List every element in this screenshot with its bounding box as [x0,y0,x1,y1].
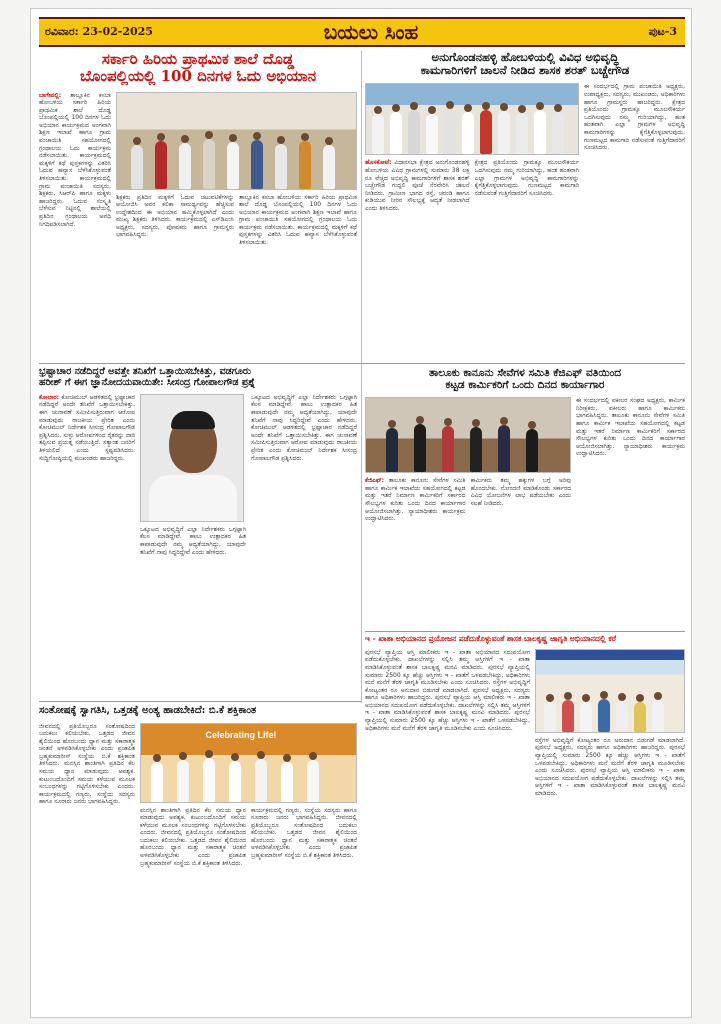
story3-text-b-cont: ಒಕ್ಕೂಟದ ಅಭಿವೃದ್ಧಿಗೆ ಎಲ್ಲಾ ನಿರ್ದೇಶಕರು ಒಗ್ಗಟ್ಟಾಗಿ ಕೆಲಸ ಮಾಡಿದ್ದೇವೆ. ಹಾಲು ಉತ್ಪಾದಕರ ಹಿತ ಕಾಪಾಡುವುದೇ ನಮ್ಮ ಆದ್ಯತೆಯಾಗಿದ್ದು, ಯಾವುದೇ ತನಿಖೆಗೆ ನಾವು ಸಿದ್ಧರಿದ್ದೇವೆ ಎಂದು ಹೇಳಿದರು. [251,393,357,424]
story5-photo [535,649,685,733]
story6-photo [140,723,357,803]
story5-text-c-cont: ರಸ್ತೆಗಳ ಅಭಿವೃದ್ಧಿಗೆ ಕೋಟ್ಯಂತರ ರೂ ಅನುದಾನ ಬಿಡುಗಡೆ ಮಾಡಲಾಗಿದೆ. ಪುರಸಭೆ ಅಧ್ಯಕ್ಷರು, ಸದಸ್ಯರು ಹಾಗೂ ಅಧಿಕಾರಿಗಳು ಹಾಜರಿದ್ದರು. [535,736,685,752]
story6-text-b-cont: ಮನಸ್ಸಿನ ಶಾಂತಿಗಾಗಿ ಪ್ರತಿದಿನ ಕೆಲ ಸಮಯ ಧ್ಯಾನ ಮಾಡುವುದು ಅವಶ್ಯಕ. ಕುಟುಂಬದೊಂದಿಗೆ ಸಮಯ ಕಳೆಯುವ ಮೂಲಕ ಸಂಬಂಧಗಳನ್ನು ಗಟ್ಟಿಗೊಳಿಸಬೇಕು ಎಂದರು. [140,806,246,837]
story5-col2 [535,649,685,1009]
story3-dateline: ಕೋಲಾರ: [39,393,60,401]
story6-text-a: ಜೀವನದಲ್ಲಿ ಪ್ರತಿಯೊಬ್ಬರೂ ಸಂತೋಷದಿಂದ ಬದುಕಲು ಕಲಿಯಬೇಕು. ಒತ್ತಡದ ಜೀವನ ಶೈಲಿಯಿಂದ ಹೊರಬಂದು ಧ್ಯಾನ ಮತ್ತು ಸಕಾರಾತ್ಮಕ ಚಿಂತನೆ ಅಳವಡಿಸಿಕೊಳ್ಳಬೇಕು ಎಂದು ಪ್ರಜಾಪಿತ ಬ್ರಹ್ಮಕುಮಾರೀಸ್ ಸಂಸ್ಥೆಯ ಬಿ.ಕೆ ಶಕ್ತಿಕಾಂತ ತಿಳಿಸಿದರು. [39,722,135,768]
story4-text-a: ತಾಲೂಕು ಕಾನೂನು ಸೇವೆಗಳ ಸಮಿತಿ ಹಾಗೂ ಕಾರ್ಮಿಕ ಇಲಾಖೆಯ ಸಹಯೋಗದಲ್ಲಿ ಕಟ್ಟಡ ಮತ್ತು ಇತರೆ ನಿರ್ಮಾಣ ಕಾರ್ಮಿಕರಿಗೆ ಸರ್ಕಾರದ ಸೌಲಭ್ಯಗಳ ಕುರಿತು ಒಂದು ದಿನದ ಕಾರ್ಯಾಗಾರ ಆಯೋಜಿಸಲಾಗಿತ್ತು. ನ್ಯಾಯಾಧೀಶರು ಕಾರ್ಯಕ್ರಮ ಉದ್ಘಾಟಿಸಿದರು. [365,477,466,523]
story1-dateline: ಬಾಗೇಪಲ್ಲಿ: [39,91,62,99]
story2-headline [365,51,685,77]
story2-headline-line2: ಕಾಮಗಾರಿಗಳಿಗೆ ಚಾಲನೆ ನೀಡಿದ ಶಾಸಕ ಶರತ್ ಬಚ್ಚೇಗೌಡ [420,63,630,78]
story3-portrait [140,394,244,522]
story6-text-a-cont2: ಜೀವನದಲ್ಲಿ ಪ್ರತಿಯೊಬ್ಬರೂ ಸಂತೋಷದಿಂದ ಬದುಕಲು ಕಲಿಯಬೇಕು. ಒತ್ತಡದ ಜೀವನ ಶೈಲಿಯಿಂದ ಹೊರಬಂದು ಧ್ಯಾನ ಮತ್ತು ಸಕಾರಾತ್ಮಕ ಚಿಂತನೆ ಅಳವಡಿಸಿಕೊಳ್ಳಬೇಕು ಎಂದು ಪ್ರಜಾಪಿತ ಬ್ರಹ್ಮಕುಮಾರೀಸ್ ಸಂಸ್ಥೆಯ ಬಿ.ಕೆ ಶಕ್ತಿಕಾಂತ ತಿಳಿಸಿದರು. [251,814,357,860]
story-legal-workshop [365,367,685,629]
story3-text-a-cont: ಕೋಚಿಮುಲ್ ಆಡಳಿತದಲ್ಲಿ ಭ್ರಷ್ಟಾಚಾರ ನಡೆದಿದ್ದರೆ ಅಂದೇ ತನಿಖೆಗೆ ಒತ್ತಾಯಿಸಬೇಕಿತ್ತು. ಈಗ ಚುನಾವಣೆ ಸಮೀಪಿಸುತ್ತಿರುವಾಗ ಆರೋಪ ಮಾಡುವುದು ರಾಜಕೀಯ ಪ್ರೇರಿತ ಎಂದು ಕೋಚಿಮುಲ್ ನಿರ್ದೇಶಕ ಸೀಸಂದ್ರ ಗೋಪಾಲಗೌಡ ಪ್ರಶ್ನಿಸಿದರು. [251,424,357,462]
story3-text-b: ಒಕ್ಕೂಟದ ಅಭಿವೃದ್ಧಿಗೆ ಎಲ್ಲಾ ನಿರ್ದೇಶಕರು ಒಗ್ಗಟ್ಟಾಗಿ ಕೆಲಸ ಮಾಡಿದ್ದೇವೆ. ಹಾಲು ಉತ್ಪಾದಕರ ಹಿತ ಕಾಪಾಡುವುದೇ ನಮ್ಮ ಆದ್ಯತೆಯಾಗಿದ್ದು, ಯಾವುದೇ ತನಿಖೆಗೆ ನಾವು ಸಿದ್ಧರಿದ್ದೇವೆ ಎಂದು ಹೇಳಿದರು. [140,525,246,556]
story2-headline-line1: ಅನುಗೊಂಡನಹಳ್ಳಿ ಹೋಬಳಿಯಲ್ಲಿ ವಿವಿಧ ಅಭಿವೃದ್ಧಿ [431,51,619,64]
story1-col2b [239,194,357,346]
story2-col3 [584,83,685,359]
story5-text-wrap [535,737,685,1005]
page-number: ಪುಟ-3 [648,25,677,38]
story6-col1 [39,723,135,1013]
story3-col3 [251,394,357,690]
story-reading-campaign [39,51,357,361]
story2-col2 [475,159,580,355]
story4-col3 [576,397,685,619]
story5-text-b: ಪುರಸಭೆ ವ್ಯಾಪ್ತಿಯಲ್ಲಿ ಸುಮಾರು 2500 ಕ್ಕೂ ಹೆಚ್ಚು ಆಸ್ತಿಗಳು ಇ - ಖಾತೆಗೆ ಒಳಪಡಬೇಕಿದ್ದು, ಅಧಿಕಾರಿಗಳು ಮನೆ ಮನೆಗೆ ತೆರಳಿ ಜಾಗೃತಿ ಮೂಡಿಸಬೇಕು ಎಂದು ಸೂಚಿಸಿದರು. [365,663,530,687]
story2-col1 [365,159,470,355]
story5-text-a-cont: ಪುರಸಭೆ ವ್ಯಾಪ್ತಿಯ ಆಸ್ತಿ ಮಾಲೀಕರು ಇ - ಖಾತಾ ಅಭಿಯಾನದ ಸದುಪಯೋಗ ಪಡೆದುಕೊಳ್ಳಬೇಕು. ದಾಖಲೆಗಳನ್ನು ಸಲ್ಲಿಸಿ ತಮ್ಮ ಆಸ್ತಿಗಳಿಗೆ ಇ - ಖಾತಾ ಮಾಡಿಸಿಕೊಳ್ಳುವಂತೆ ಶಾಸಕ ಬಾಲಕೃಷ್ಣ ಮನವಿ ಮಾಡಿದರು. [365,694,530,717]
story5-text-a: ಪುರಸಭೆ ವ್ಯಾಪ್ತಿಯ ಆಸ್ತಿ ಮಾಲೀಕರು ಇ - ಖಾತಾ ಅಭಿಯಾನದ ಸದುಪಯೋಗ ಪಡೆದುಕೊಳ್ಳಬೇಕು. ದಾಖಲೆಗಳನ್ನು ಸಲ್ಲಿಸಿ ತಮ್ಮ ಆಸ್ತಿಗಳಿಗೆ ಇ - ಖಾತಾ ಮಾಡಿಸಿಕೊಳ್ಳುವಂತೆ ಶಾಸಕ ಬಾಲಕೃಷ್ಣ ಮನವಿ ಮಾಡಿದರು. [365,648,530,671]
story1-photo [116,92,357,190]
story5-text-b-cont: ಪುರಸಭೆ ವ್ಯಾಪ್ತಿಯಲ್ಲಿ ಸುಮಾರು 2500 ಕ್ಕೂ ಹೆಚ್ಚು ಆಸ್ತಿಗಳು ಇ - ಖಾತೆಗೆ ಒಳಪಡಬೇಕಿದ್ದು, ಅಧಿಕಾರಿಗಳು ಮನೆ ಮನೆಗೆ ತೆರಳಿ ಜಾಗೃತಿ ಮೂಡಿಸಬೇಕು ಎಂದು ಸೂಚಿಸಿದರು. [365,709,530,732]
newspaper-title: ಬಯಲು ಸಿಂಹ [323,20,419,44]
story6-headline: ಸಂತೋಷಕ್ಕೆ ಸ್ವಾಗತಿಸಿ, ಒತ್ತಡಕ್ಕೆ ಅಂತ್ಯ ಹಾಡಬೇಕಿದೆ: ಬಿ.ಕೆ ಶಕ್ತಿಕಾಂತ [39,705,257,716]
story3-col2 [140,394,246,690]
story1-col2a [116,194,234,346]
story5-text-a-cont2: ಪುರಸಭೆ ವ್ಯಾಪ್ತಿಯ ಆಸ್ತಿ ಮಾಲೀಕರು ಇ - ಖಾತಾ ಅಭಿಯಾನದ ಸದುಪಯೋಗ ಪಡೆದುಕೊಳ್ಳಬೇಕು. ದಾಖಲೆಗಳನ್ನು ಸಲ್ಲಿಸಿ ತಮ್ಮ ಆಸ್ತಿಗಳಿಗೆ ಇ - ಖಾತಾ ಮಾಡಿಸಿಕೊಳ್ಳುವಂತೆ ಶಾಸಕ ಬಾಲಕೃಷ್ಣ ಮನವಿ ಮಾಡಿದರು. [535,767,685,797]
story1-col2 [116,92,357,350]
story5-headline: ಇ - ಖಾತಾ ಅಭಿಯಾನದ ಪ್ರಯೋಜನ ಪಡೆದುಕೊಳ್ಳುವಂತೆ ಶಾಸಕ ಬಾಲಕೃಷ್ಣ ಜಾಗೃತಿ ಅಭಿಯಾನದಲ್ಲಿ ಕರೆ [365,635,617,643]
newspaper-page [30,8,692,1018]
story6-col2 [140,723,357,1013]
story4-col1 [365,477,466,617]
story2-text-b: ಕ್ಷೇತ್ರದ ಪ್ರತಿಯೊಂದು ಗ್ರಾಮಕ್ಕೂ ಮೂಲಸೌಕರ್ಯ ಒದಗಿಸುವುದು ನಮ್ಮ ಗುರಿಯಾಗಿದ್ದು, ಹಂತ ಹಂತವಾಗಿ ಎಲ್ಲಾ ಗ್ರಾಮಗಳ ಅಭಿವೃದ್ಧಿ ಕಾಮಗಾರಿಗಳನ್ನು ಕೈಗೆತ್ತಿಕೊಳ್ಳಲಾಗುವುದು. ಗುಣಮಟ್ಟದ ಕಾಮಗಾರಿ ನಡೆಸುವಂತೆ ಗುತ್ತಿಗೆದಾರರಿಗೆ ಸೂಚಿಸಿದರು. [474,159,579,197]
story2-photo [365,83,579,155]
story1-headline-line1: ಸರ್ಕಾರಿ ಹಿರಿಯ ಪ್ರಾಥಮಿಕ ಶಾಲೆ ದೊಡ್ಡ [101,51,295,68]
story1-headline-line2: ಬೊಂಪಲ್ಲಿಯಲ್ಲಿ 100 ದಿನಗಳ ಓದು ಅಭಿಯಾನ [79,67,317,86]
story-e-khata [365,635,685,1015]
story6-text-c: ಕಾರ್ಯಕ್ರಮದಲ್ಲಿ ಗಣ್ಯರು, ಸಂಸ್ಥೆಯ ಸದಸ್ಯರು ಹಾಗೂ ನೂರಾರು ಜನರು ಭಾಗವಹಿಸಿದ್ದರು. [39,790,135,806]
story2-dateline: ಹೊಸಕೋಟೆ: [365,159,392,167]
story-corruption-charge [39,367,357,699]
story-development-works [365,51,685,361]
masthead [39,17,685,47]
story4-text-b: ಕಾರ್ಮಿಕರು ತಮ್ಮ ಹಕ್ಕುಗಳ ಬಗ್ಗೆ ಅರಿವು ಹೊಂದಬೇಕು. ನೋಂದಣಿ ಮಾಡಿಕೊಂಡು ಸರ್ಕಾರದ ವಿವಿಧ ಯೋಜನೆಗಳ ಲಾಭ ಪಡೆಯಬೇಕು ಎಂದು ಸಲಹೆ ನೀಡಿದರು. [470,477,571,507]
story3-headline-line2: ಹರೀಶ್ ಗೆ ಈಗ ಜ್ಞಾನೋದಯವಾಯಿತೇ: ಸೀಸಂದ್ರ ಗೋಪಾಲಗೌಡ ಪ್ರಶ್ನೆ [39,376,256,388]
story4-main [365,397,571,619]
story4-text-c: ಈ ಸಂದರ್ಭದಲ್ಲಿ ವಕೀಲರ ಸಂಘದ ಅಧ್ಯಕ್ಷರು, ಕಾರ್ಮಿಕ ನಿರೀಕ್ಷಕರು, ವಕೀಲರು ಹಾಗೂ ಕಾರ್ಮಿಕರು ಭಾಗವಹಿಸಿದ್ದರು. [576,397,685,420]
story5-text-c: ರಸ್ತೆಗಳ ಅಭಿವೃದ್ಧಿಗೆ ಕೋಟ್ಯಂತರ ರೂ ಅನುದಾನ ಬಿಡುಗಡೆ ಮಾಡಲಾಗಿದೆ. ಪುರಸಭೆ ಅಧ್ಯಕ್ಷರು, ಸದಸ್ಯರು ಹಾಗೂ ಅಧಿಕಾರಿಗಳು ಹಾಜರಿದ್ದರು. [365,679,530,702]
story3-headline-line1: ಭ್ರಷ್ಟಾಚಾರ ನಡೆದಿದ್ದರೆ ಅವತ್ತೇ ತನಿಖೆಗೆ ಒತ್ತಾಯಿಸಬೇಕಿತ್ತು, ವಡಗೂರು [39,367,251,377]
story-celebrating-life [39,705,357,1015]
story4-col2 [471,477,572,617]
story2-text-b-cont: ಕ್ಷೇತ್ರದ ಪ್ರತಿಯೊಂದು ಗ್ರಾಮಕ್ಕೂ ಮೂಲಸೌಕರ್ಯ ಒದಗಿಸುವುದು ನಮ್ಮ ಗುರಿಯಾಗಿದ್ದು, ಹಂತ ಹಂತವಾಗಿ ಎಲ್ಲಾ ಗ್ರಾಮಗಳ ಅಭಿವೃದ್ಧಿ ಕಾಮಗಾರಿಗಳನ್ನು ಕೈಗೆತ್ತಿಕೊಳ್ಳಲಾಗುವುದು. ಗುಣಮಟ್ಟದ ಕಾಮಗಾರಿ ನಡೆಸುವಂತೆ ಗುತ್ತಿಗೆದಾರರಿಗೆ ಸೂಚಿಸಿದರು. [584,98,685,152]
story3-text-c: ಸುಳ್ಳು ಆರೋಪಗಳಿಂದ ರೈತರನ್ನು ದಾರಿ ತಪ್ಪಿಸುವ ಪ್ರಯತ್ನ ನಡೆಯುತ್ತಿದೆ. ಸತ್ಯಾಂಶ ಜನರಿಗೆ ತಿಳಿಯಲಿದೆ ಎಂದು ಸ್ಪಷ್ಟಪಡಿಸಿದರು. ಸುದ್ದಿಗೋಷ್ಠಿಯಲ್ಲಿ ಮುಖಂಡರು ಹಾಜರಿದ್ದರು. [39,431,135,462]
story6-text-c-cont: ಕಾರ್ಯಕ್ರಮದಲ್ಲಿ ಗಣ್ಯರು, ಸಂಸ್ಥೆಯ ಸದಸ್ಯರು ಹಾಗೂ ನೂರಾರು ಜನರು ಭಾಗವಹಿಸಿದ್ದರು. [251,806,357,822]
story6-text-a-cont: ಜೀವನದಲ್ಲಿ ಪ್ರತಿಯೊಬ್ಬರೂ ಸಂತೋಷದಿಂದ ಬದುಕಲು ಕಲಿಯಬೇಕು. ಒತ್ತಡದ ಜೀವನ ಶೈಲಿಯಿಂದ ಹೊರಬಂದು ಧ್ಯಾನ ಮತ್ತು ಸಕಾರಾತ್ಮಕ ಚಿಂತನೆ ಅಳವಡಿಸಿಕೊಳ್ಳಬೇಕು ಎಂದು ಪ್ರಜಾಪಿತ ಬ್ರಹ್ಮಕುಮಾರೀಸ್ ಸಂಸ್ಥೆಯ ಬಿ.ಕೆ ಶಕ್ತಿಕಾಂತ ತಿಳಿಸಿದರು. [140,829,246,867]
story2-text-c: ಈ ಸಂದರ್ಭದಲ್ಲಿ ಗ್ರಾಮ ಪಂಚಾಯಿತಿ ಅಧ್ಯಕ್ಷರು, ಉಪಾಧ್ಯಕ್ಷರು, ಸದಸ್ಯರು, ಮುಖಂಡರು, ಅಧಿಕಾರಿಗಳು ಹಾಗೂ ಗ್ರಾಮಸ್ಥರು ಹಾಜರಿದ್ದರು. [584,83,685,106]
story2-main [365,83,579,359]
story5-col1 [365,649,530,1009]
story2-text-a: ವಿಧಾನಸಭಾ ಕ್ಷೇತ್ರದ ಅನುಗೊಂಡನಹಳ್ಳಿ ಹೋಬಳಿಯ ವಿವಿಧ ಗ್ರಾಮಗಳಲ್ಲಿ ಸುಮಾರು 38 ಲಕ್ಷ ರೂ ವೆಚ್ಚದ ಅಭಿವೃದ್ಧಿ ಕಾಮಗಾರಿಗಳಿಗೆ ಶಾಸಕ ಶರತ್ ಬಚ್ಚೇಗೌಡ ಗುದ್ದಲಿ ಪೂಜೆ ನೆರವೇರಿಸಿ ಚಾಲನೆ ನೀಡಿದರು. ಗ್ರಾಮೀಣ ಭಾಗದ ರಸ್ತೆ, ಚರಂಡಿ ಹಾಗೂ ಕುಡಿಯುವ ನೀರಿನ ಸೌಲಭ್ಯಕ್ಕೆ ಆದ್ಯತೆ ನೀಡಲಾಗಿದೆ ಎಂದು ತಿಳಿಸಿದರು. [365,159,470,212]
story1-text-a: ತಾಲ್ಲೂಕಿನ ಕಸಬಾ ಹೋಬಳಿಯ ಸರ್ಕಾರಿ ಹಿರಿಯ ಪ್ರಾಥಮಿಕ ಶಾಲೆ ದೊಡ್ಡ ಬೊಂಪಲ್ಲಿಯಲ್ಲಿ 100 ದಿನಗಳ ಓದು ಅಭಿಯಾನ ಕಾರ್ಯಕ್ರಮದ ಅಂಗವಾಗಿ ಶಿಕ್ಷಣ ಇಲಾಖೆ ಹಾಗೂ ಗ್ರಾಮ ಪಂಚಾಯಿತಿ ಸಹಯೋಗದಲ್ಲಿ ಗ್ರಂಥಾಲಯ ಓದು ಕಾರ್ಯಕ್ರಮ ನಡೆಸಲಾಯಿತು. ಕಾರ್ಯಕ್ರಮದಲ್ಲಿ ಮಕ್ಕಳಿಗೆ ಕಥೆ ಪುಸ್ತಕಗಳನ್ನು ವಿತರಿಸಿ ಓದುವ ಹವ್ಯಾಸ ಬೆಳೆಸಿಕೊಳ್ಳುವಂತೆ ತಿಳಿಸಲಾಯಿತು. [39,91,111,183]
story5-text-b-cont2: ಪುರಸಭೆ ವ್ಯಾಪ್ತಿಯಲ್ಲಿ ಸುಮಾರು 2500 ಕ್ಕೂ ಹೆಚ್ಚು ಆಸ್ತಿಗಳು ಇ - ಖಾತೆಗೆ ಒಳಪಡಬೇಕಿದ್ದು, ಅಧಿಕಾರಿಗಳು ಮನೆ ಮನೆಗೆ ತೆರಳಿ ಜಾಗೃತಿ ಮೂಡಿಸಬೇಕು ಎಂದು ಸೂಚಿಸಿದರು. [535,744,685,775]
story1-col1 [39,92,111,350]
story6-banner-text: Celebrating Life! [205,729,277,740]
story4-text-a-cont: ತಾಲೂಕು ಕಾನೂನು ಸೇವೆಗಳ ಸಮಿತಿ ಹಾಗೂ ಕಾರ್ಮಿಕ ಇಲಾಖೆಯ ಸಹಯೋಗದಲ್ಲಿ ಕಟ್ಟಡ ಮತ್ತು ಇತರೆ ನಿರ್ಮಾಣ ಕಾರ್ಮಿಕರಿಗೆ ಸರ್ಕಾರದ ಸೌಲಭ್ಯಗಳ ಕುರಿತು ಒಂದು ದಿನದ ಕಾರ್ಯಾಗಾರ ಆಯೋಜಿಸಲಾಗಿತ್ತು. ನ್ಯಾಯಾಧೀಶರು ಕಾರ್ಯಕ್ರಮ ಉದ್ಘಾಟಿಸಿದರು. [576,412,685,458]
story1-headline [39,51,357,86]
story1-text-c: ಕಾರ್ಯಕ್ರಮದಲ್ಲಿ ಗ್ರಾಮ ಪಂಚಾಯಿತಿ ಸದಸ್ಯರು, ಶಿಕ್ಷಕರು, ಸಿಆರ್‌ಪಿ ಹಾಗೂ ಮಕ್ಕಳು ಹಾಜರಿದ್ದರು. ಓದುವ ಸಂಸ್ಕೃತಿ ಬೆಳೆಸುವ ನಿಟ್ಟಿನಲ್ಲಿ ಶಾಲೆಯಲ್ಲಿ ಪ್ರತಿದಿನ ಗ್ರಂಥಾಲಯ ಅವಧಿ ನಿಗದಿಪಡಿಸಲಾಗಿದೆ. [39,175,111,228]
story6-text-b: ಮನಸ್ಸಿನ ಶಾಂತಿಗಾಗಿ ಪ್ರತಿದಿನ ಕೆಲ ಸಮಯ ಧ್ಯಾನ ಮಾಡುವುದು ಅವಶ್ಯಕ. ಕುಟುಂಬದೊಂದಿಗೆ ಸಮಯ ಕಳೆಯುವ ಮೂಲಕ ಸಂಬಂಧಗಳನ್ನು ಗಟ್ಟಿಗೊಳಿಸಬೇಕು ಎಂದರು. [39,760,135,791]
story3-text-b-wrap [140,526,246,688]
story3-text-a: ಕೋಚಿಮುಲ್ ಆಡಳಿತದಲ್ಲಿ ಭ್ರಷ್ಟಾಚಾರ ನಡೆದಿದ್ದರೆ ಅಂದೇ ತನಿಖೆಗೆ ಒತ್ತಾಯಿಸಬೇಕಿತ್ತು. ಈಗ ಚುನಾವಣೆ ಸಮೀಪಿಸುತ್ತಿರುವಾಗ ಆರೋಪ ಮಾಡುವುದು ರಾಜಕೀಯ ಪ್ರೇರಿತ ಎಂದು ಕೋಚಿಮುಲ್ ನಿರ್ದೇಶಕ ಸೀಸಂದ್ರ ಗೋಪಾಲಗೌಡ ಪ್ರಶ್ನಿಸಿದರು. [39,393,135,439]
story1-text-a-cont: ತಾಲ್ಲೂಕಿನ ಕಸಬಾ ಹೋಬಳಿಯ ಸರ್ಕಾರಿ ಹಿರಿಯ ಪ್ರಾಥಮಿಕ ಶಾಲೆ ದೊಡ್ಡ ಬೊಂಪಲ್ಲಿಯಲ್ಲಿ 100 ದಿನಗಳ ಓದು ಅಭಿಯಾನ ಕಾರ್ಯಕ್ರಮದ ಅಂಗವಾಗಿ ಶಿಕ್ಷಣ ಇಲಾಖೆ ಹಾಗೂ ಗ್ರಾಮ ಪಂಚಾಯಿತಿ ಸಹಯೋಗದಲ್ಲಿ ಗ್ರಂಥಾಲಯ ಓದು ಕಾರ್ಯಕ್ರಮ ನಡೆಸಲಾಯಿತು. ಕಾರ್ಯಕ್ರಮದಲ್ಲಿ ಮಕ್ಕಳಿಗೆ ಕಥೆ ಪುಸ್ತಕಗಳನ್ನು ವಿತರಿಸಿ ಓದುವ ಹವ್ಯಾಸ ಬೆಳೆಸಿಕೊಳ್ಳುವಂತೆ ತಿಳಿಸಲಾಯಿತು. [239,193,357,247]
story3-headline [39,367,357,389]
story6-col2a [140,807,246,1007]
story4-headline-line1: ತಾಲೂಕು ಕಾನೂನು ಸೇವೆಗಳ ಸಮಿತಿ ಕೆಜಿಎಫ್ ವತಿಯಿಂದ [428,367,622,379]
story6-col2b [251,807,357,1007]
story3-col1 [39,394,135,690]
story4-headline [365,367,685,391]
story4-photo [365,397,571,473]
story1-text-b: ಶಿಕ್ಷಕರು ಪ್ರತಿದಿನ ಮಕ್ಕಳಿಗೆ ಓದುವ ಚಟುವಟಿಕೆಗಳನ್ನು ಆಯೋಜಿಸಿ ಅವರ ಕಲಿಕಾ ಸಾಮರ್ಥ್ಯವನ್ನು ಹೆಚ್ಚಿಸುವ ಉದ್ದೇಶದಿಂದ ಈ ಅಭಿಯಾನ ಹಮ್ಮಿಕೊಳ್ಳಲಾಗಿದೆ ಎಂದು ಮುಖ್ಯ ಶಿಕ್ಷಕರು ತಿಳಿಸಿದರು. ಕಾರ್ಯಕ್ರಮದಲ್ಲಿ ಎಸ್‌ಡಿಎಂಸಿ ಅಧ್ಯಕ್ಷರು, ಸದಸ್ಯರು, ಪೋಷಕರು ಹಾಗೂ ಗ್ರಾಮಸ್ಥರು ಭಾಗವಹಿಸಿದ್ದರು. [116,193,234,239]
story4-headline-line2: ಕಟ್ಟಡ ಕಾರ್ಮಿಕರಿಗೆ ಒಂದು ದಿನದ ಕಾರ್ಯಾಗಾರ [445,379,605,392]
issue-date: ರವಿವಾರ: 23-02-2025 [45,25,153,38]
story4-dateline: ಕೆಜಿಎಫ್: [365,477,385,485]
